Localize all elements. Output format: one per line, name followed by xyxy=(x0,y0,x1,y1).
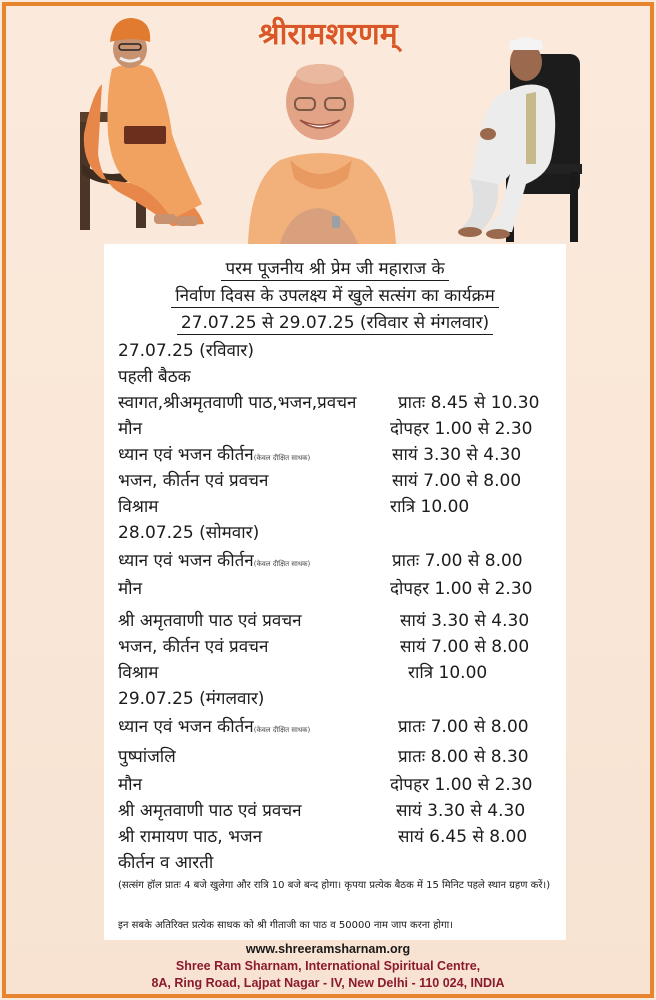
schedule-row-time: सायं 3.30 से 4.30 xyxy=(392,445,522,465)
day3-date: 29.07.25 (मंगलवार) xyxy=(118,689,265,709)
schedule-row-time: प्रातः 7.00 से 8.00 xyxy=(392,551,523,571)
footer-website: www.shreeramsharnam.org xyxy=(245,942,411,956)
schedule-row-label: भजन, कीर्तन एवं प्रवचन xyxy=(118,471,269,491)
schedule-row-time: सायं 3.30 से 4.30 xyxy=(396,801,526,821)
schedule-row-label: विश्राम xyxy=(118,663,159,683)
page-title: श्रीरामशरणम् xyxy=(258,17,398,52)
schedule-row-time: दोपहर 1.00 से 2.30 xyxy=(390,775,533,795)
day1-date: 27.07.25 (रविवार) xyxy=(118,341,254,361)
schedule-row-label: कीर्तन व आरती xyxy=(118,853,214,873)
initiated-only-tag: (केवल दीक्षित साधक) xyxy=(253,454,311,462)
schedule-row-label: स्वागत,श्रीअमृतवाणी पाठ,भजन,प्रवचन xyxy=(118,393,357,413)
day1-session-title: पहली बैठक xyxy=(118,367,191,387)
schedule-row-time: सायं 6.45 से 8.00 xyxy=(398,827,528,847)
schedule-row-label: ध्यान एवं भजन कीर्तन(केवल दीक्षित साधक) xyxy=(118,717,311,737)
footer-address: 8A, Ring Road, Lajpat Nagar - IV, New Delhi - 110 024, INDIA xyxy=(151,976,505,990)
schedule-row-label: श्री रामायण पाठ, भजन xyxy=(118,827,263,847)
schedule-row-time: दोपहर 1.00 से 2.30 xyxy=(390,419,533,439)
schedule-row-label: मौन xyxy=(118,419,143,439)
footer-org-name: Shree Ram Sharnam, International Spiritual Centre, xyxy=(175,959,481,973)
heading-line-2: निर्वाण दिवस के उपलक्ष्य में खुले सत्संग का कार्यक्रम xyxy=(104,283,566,306)
schedule-row-time: सायं 7.00 से 8.00 xyxy=(400,637,530,657)
photo-left-saint xyxy=(72,14,212,239)
schedule-row-time: रात्रि 10.00 xyxy=(390,497,470,517)
schedule-row-time: रात्रि 10.00 xyxy=(408,663,488,683)
schedule-row-label: पुष्पांजलि xyxy=(118,747,176,767)
schedule-row-time: सायं 3.30 से 4.30 xyxy=(400,611,530,631)
hall-timing-note: (सत्संग हॉल प्रातः 4 बजे खुलेगा और रात्रि 10 बजे बन्द होगा। कृपया प्रत्येक बैठक में 15 मिनिट पहले स्थान ग्रहण करें।) xyxy=(118,880,551,891)
schedule-row-time: सायं 7.00 से 8.00 xyxy=(392,471,522,491)
heading-line-1: परम पूजनीय श्री प्रेम जी महाराज के xyxy=(104,256,566,279)
photo-center-saint xyxy=(240,60,402,244)
schedule-row-label: मौन xyxy=(118,579,143,599)
schedule-row-label: श्री अमृतवाणी पाठ एवं प्रवचन xyxy=(118,801,302,821)
schedule-row-label: मौन xyxy=(118,775,143,795)
schedule-row-label: भजन, कीर्तन एवं प्रवचन xyxy=(118,637,269,657)
initiated-only-tag: (केवल दीक्षित साधक) xyxy=(253,560,311,568)
schedule-row-time: प्रातः 7.00 से 8.00 xyxy=(398,717,529,737)
gita-path-note: इन सबके अतिरिक्त प्रत्येक साधक को श्री गीताजी का पाठ व 50000 नाम जाप करना होगा। xyxy=(118,920,454,931)
initiated-only-tag: (केवल दीक्षित साधक) xyxy=(253,726,311,734)
schedule-row-label: विश्राम xyxy=(118,497,159,517)
photo-right-saint xyxy=(440,14,590,244)
day2-date: 28.07.25 (सोमवार) xyxy=(118,523,260,543)
schedule-row-label: ध्यान एवं भजन कीर्तन(केवल दीक्षित साधक) xyxy=(118,445,311,465)
schedule-row-time: दोपहर 1.00 से 2.30 xyxy=(390,579,533,599)
heading-line-3: 27.07.25 से 29.07.25 (रविवार से मंगलवार) xyxy=(104,310,566,333)
schedule-row-label: ध्यान एवं भजन कीर्तन(केवल दीक्षित साधक) xyxy=(118,551,311,571)
schedule-row-time: प्रातः 8.00 से 8.30 xyxy=(398,747,529,767)
schedule-row-label: श्री अमृतवाणी पाठ एवं प्रवचन xyxy=(118,611,302,631)
schedule-row-time: प्रातः 8.45 से 10.30 xyxy=(398,393,540,413)
